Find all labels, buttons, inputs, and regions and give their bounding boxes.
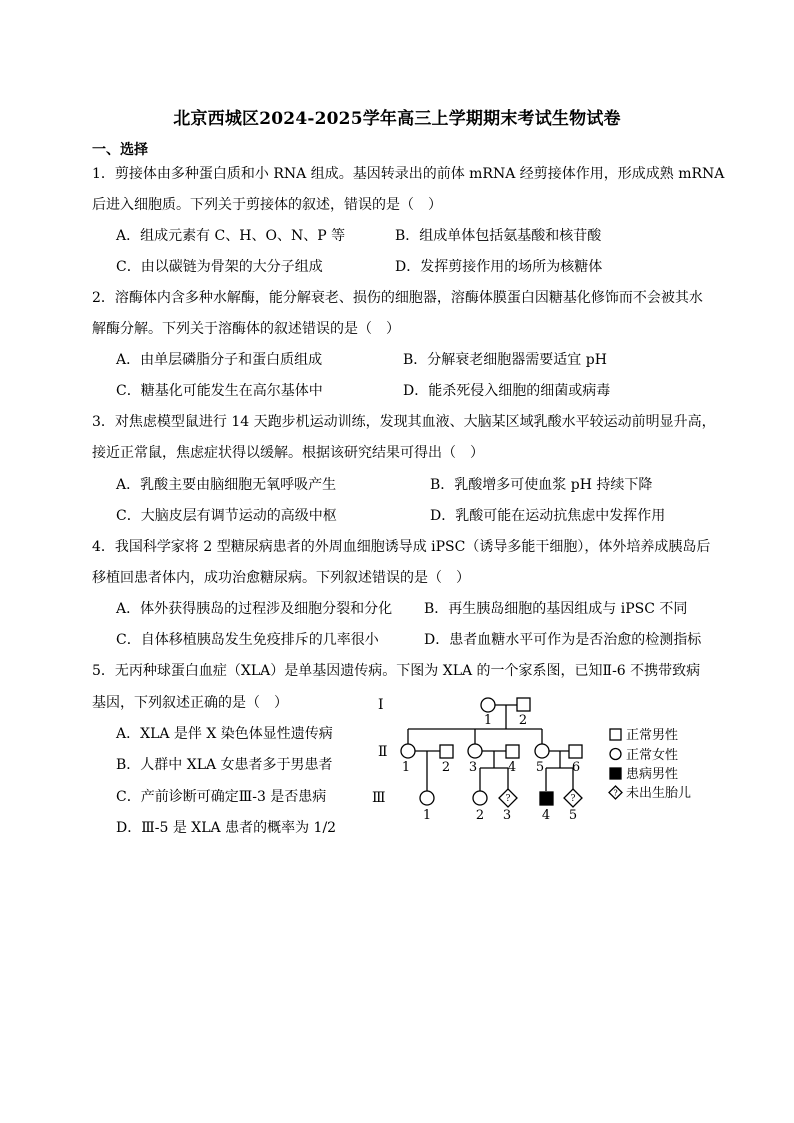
gen1-num-1: 1 — [483, 713, 493, 728]
gen2-num-2: 2 — [441, 760, 451, 775]
q5-option-d: D．Ⅲ-5 是 XLA 患者的概率为 1/2 — [116, 820, 337, 836]
gen3-fetus-3-mark: ? — [505, 794, 511, 804]
gen3-num-1: 1 — [422, 808, 432, 823]
q4-stem-line-1: 4．我国科学家将 2 型糖尿病患者的外周血细胞诱导成 iPSC（诱导多能干细胞），体外培养成胰岛后 — [92, 539, 711, 555]
page-title: 北京西城区2024-2025学年高三上学期期末考试生物试卷 — [173, 109, 621, 129]
q3-option-b: B．乳酸增多可使血浆 pH 持续下降 — [430, 477, 653, 493]
q3-stem-line-2: 接近正常鼠，焦虑症状得以缓解。根据该研究结果可得出（ ） — [92, 445, 484, 461]
q3-option-a: A．乳酸主要由脑细胞无氧呼吸产生 — [116, 477, 337, 493]
q5-stem-line-1: 5．无丙种球蛋白血症（XLA）是单基因遗传病。下图为 XLA 的一个家系图，已知Ⅱ-6 不携带致病 — [92, 663, 701, 679]
q1-option-b: B．组成单体包括氨基酸和核苷酸 — [395, 228, 602, 244]
q1-option-a: A．组成元素有 C、H、O、N、P 等 — [116, 228, 346, 244]
gen-label-2: Ⅱ — [378, 744, 388, 760]
gen3-affected-male-4 — [540, 792, 553, 805]
q1-stem-line-2: 后进入细胞质。下列关于剪接体的叙述，错误的是（ ） — [92, 197, 442, 213]
legend-normal-male-label: 正常男性 — [626, 728, 679, 743]
legend-fetus-label: 未出生胎儿 — [626, 786, 692, 801]
gen1-female-1 — [481, 698, 495, 712]
gen3-female-1 — [420, 791, 434, 805]
gen2-female-5 — [535, 744, 549, 758]
gen3-num-2: 2 — [475, 808, 485, 823]
legend-normal-female-symbol — [610, 749, 621, 760]
gen2-num-6: 6 — [571, 760, 581, 775]
q3-option-c: C．大脑皮层有调节运动的高级中枢 — [116, 508, 337, 524]
q4-option-d: D．患者血糖水平可作为是否治愈的检测指标 — [424, 632, 702, 648]
q2-option-a: A．由单层磷脂分子和蛋白质组成 — [116, 352, 323, 368]
q4-option-c: C．自体移植胰岛发生免疫排斥的几率很小 — [116, 632, 379, 648]
q1-option-c: C．由以碳链为骨架的大分子组成 — [116, 259, 323, 275]
gen1-num-2: 2 — [518, 713, 528, 728]
legend-affected-male-label: 患病男性 — [626, 767, 679, 782]
legend-normal-male-symbol — [610, 729, 621, 740]
gen3-num-4: 4 — [541, 808, 551, 823]
q2-stem-line-1: 2．溶酶体内含多种水解酶，能分解衰老、损伤的细胞器，溶酶体膜蛋白因糖基化修饰而不会被其水 — [92, 290, 703, 306]
legend-fetus-mark: ? — [613, 788, 618, 798]
gen2-num-4: 4 — [507, 760, 517, 775]
q4-option-b: B．再生胰岛细胞的基因组成与 iPSC 不同 — [424, 601, 688, 617]
q2-option-c: C．糖基化可能发生在高尔基体中 — [116, 383, 323, 399]
gen2-male-2 — [440, 745, 453, 758]
q3-option-d: D．乳酸可能在运动抗焦虑中发挥作用 — [430, 508, 666, 524]
gen2-num-3: 3 — [468, 760, 478, 775]
gen2-female-1 — [401, 744, 415, 758]
q4-option-a: A．体外获得胰岛的过程涉及细胞分裂和分化 — [116, 601, 393, 617]
q2-stem-line-2: 解酶分解。下列关于溶酶体的叙述错误的是（ ） — [92, 321, 400, 337]
legend-affected-male-symbol — [610, 768, 621, 779]
gen3-female-2 — [473, 791, 487, 805]
gen2-male-6 — [569, 745, 582, 758]
gen3-num-5: 5 — [568, 808, 578, 823]
gen-label-3: Ⅲ — [372, 790, 386, 806]
legend-normal-female-label: 正常女性 — [626, 748, 679, 763]
gen3-fetus-5-mark: ? — [570, 794, 576, 804]
q2-option-b: B．分解衰老细胞器需要适宜 pH — [403, 352, 607, 368]
gen2-num-1: 1 — [401, 760, 411, 775]
section-heading: 一、选择 — [92, 142, 148, 158]
q5-option-b: B．人群中 XLA 女患者多于男患者 — [116, 757, 333, 773]
pedigree-chart — [360, 690, 720, 825]
gen2-num-5: 5 — [535, 760, 545, 775]
q4-stem-line-2: 移植回患者体内，成功治愈糖尿病。下列叙述错误的是（ ） — [92, 570, 470, 586]
gen1-male-2 — [517, 698, 530, 711]
q5-option-c: C．产前诊断可确定Ⅲ-3 是否患病 — [116, 789, 327, 805]
q1-option-d: D．发挥剪接作用的场所为核糖体 — [395, 259, 603, 275]
gen2-female-3 — [468, 744, 482, 758]
gen-label-1: Ⅰ — [378, 697, 384, 713]
q5-stem-line-2: 基因，下列叙述正确的是（ ） — [92, 695, 288, 711]
q5-option-a: A．XLA 是伴 X 染色体显性遗传病 — [116, 726, 333, 742]
gen2-male-4 — [506, 745, 519, 758]
q2-option-d: D．能杀死侵入细胞的细菌或病毒 — [403, 383, 611, 399]
q3-stem-line-1: 3．对焦虑模型鼠进行 14 天跑步机运动训练，发现其血液、大脑某区域乳酸水平较运动前明显升高， — [92, 414, 716, 430]
gen3-num-3: 3 — [502, 808, 512, 823]
q1-stem-line-1: 1．剪接体由多种蛋白质和小 RNA 组成。基因转录出的前体 mRNA 经剪接体作用，形成成熟 mRNA — [92, 166, 725, 182]
